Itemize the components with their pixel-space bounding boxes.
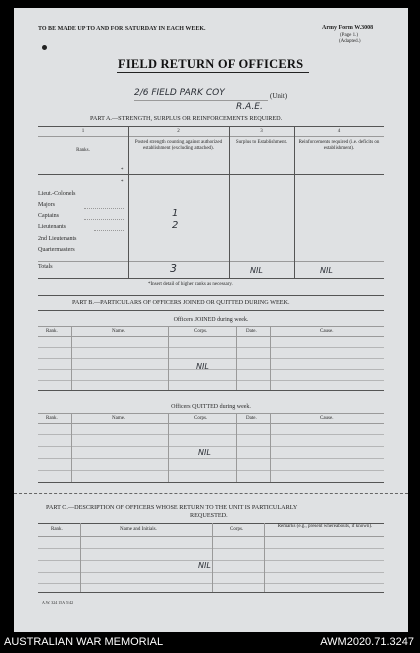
part-a-bottom-rule: [38, 278, 384, 279]
joined-title: Officers JOINED during week.: [173, 317, 249, 323]
quitted-title: Officers QUITTED during week.: [171, 404, 251, 410]
joined-row-rule-4: [38, 380, 384, 381]
col-number-3: 3: [260, 129, 263, 134]
totals-posted: 3: [170, 262, 177, 275]
rank-2nd-lieutenants: 2nd Lieutenants: [38, 236, 77, 242]
part-c-row-rule-4: [38, 583, 384, 584]
form-number: Army Form W.3008: [322, 25, 374, 31]
col-number-4: 4: [337, 129, 341, 134]
quitted-row-rule-1: [38, 434, 384, 435]
part-a-number-rule: [38, 136, 384, 137]
unit-handwritten: 2/6 FIELD PARK COY: [134, 88, 225, 98]
joined-col-corps: Corps.: [194, 329, 208, 334]
totals-reinforcements: NIL: [320, 266, 333, 275]
part-c-dashed-separator: [14, 493, 408, 494]
part-c-header-rule: [38, 536, 384, 537]
quitted-bottom-rule: [38, 482, 384, 483]
joined-row-rule-3: [38, 369, 384, 370]
rank-captains: Captains: [38, 213, 59, 219]
part-a-totals-rule: [38, 261, 384, 262]
part-a-heading: PART A.—STRENGTH, SURPLUS OR REINFORCEMENTS REQUIRED.: [90, 115, 283, 122]
col-header-posted: Posted strength counting against authorized establishment (excluding attached).: [134, 140, 223, 151]
part-a-header-rule: [38, 174, 384, 175]
form-page: [14, 8, 408, 632]
title-underline: [117, 72, 309, 73]
unit-label: (Unit): [270, 92, 288, 100]
joined-row-rule-1: [38, 347, 384, 348]
part-c-handwritten-nil: NIL: [198, 561, 211, 570]
joined-col-rank: Rank.: [46, 329, 58, 334]
dotted-leader-majors: [84, 208, 124, 209]
part-c-row-rule-1: [38, 548, 384, 549]
part-a-col-divider-2: [229, 126, 230, 278]
rank-lieut-colonels: Lieut.-Colonels: [38, 191, 76, 197]
part-c-col-divider-2: [212, 523, 213, 592]
totals-surplus: NIL: [250, 266, 263, 275]
quitted-col-rank: Rank.: [46, 416, 58, 421]
rank-lieutenants: Lieutenants: [38, 224, 66, 230]
joined-header-rule: [38, 336, 384, 337]
part-c-col-name: Name and Initials.: [120, 527, 157, 532]
footnote: *Insert detail of higher ranks as necessary.: [148, 282, 233, 287]
handwritten-lieutenants-count: 2: [172, 220, 179, 231]
col-header-reinforcements: Reinforcements required (i.e. deficits on establishment).: [298, 140, 380, 151]
quitted-row-rule-2: [38, 446, 384, 447]
quitted-col-cause: Cause.: [320, 416, 334, 421]
quitted-col-divider-1: [71, 413, 72, 482]
quitted-col-corps: Corps.: [194, 416, 208, 421]
form-title: FIELD RETURN OF OFFICERS: [118, 57, 304, 71]
footer-source: AUSTRALIAN WAR MEMORIAL: [4, 636, 164, 648]
quitted-title-rule: [38, 413, 384, 414]
punch-hole-mark: [42, 45, 47, 50]
quitted-row-rule-3: [38, 458, 384, 459]
part-a-top-rule: [38, 126, 384, 127]
quitted-col-divider-3: [236, 413, 237, 482]
part-c-bottom-rule: [38, 592, 384, 593]
part-c-row-rule-3: [38, 572, 384, 573]
part-c-col-rank: Rank.: [51, 527, 63, 532]
part-c-col-divider-3: [264, 523, 265, 592]
col-number-2: 2: [177, 129, 180, 134]
part-b-top-rule: [38, 295, 384, 296]
print-code: A.W. 324 15A 5/42: [42, 600, 74, 605]
part-b-heading: PART B.—PARTICULARS OF OFFICERS JOINED OR QUITTED DURING WEEK.: [72, 299, 290, 306]
part-c-row-rule-2: [38, 560, 384, 561]
quitted-col-date: Date.: [246, 416, 257, 421]
part-a-col-divider-3: [294, 126, 295, 278]
quitted-col-divider-4: [270, 413, 271, 482]
quitted-row-rule-4: [38, 470, 384, 471]
joined-col-name: Name.: [112, 329, 126, 334]
part-c-col-remarks: Remarks (e.g., present whereabouts, if known).: [277, 524, 373, 529]
rank-quartermasters: Quartermasters: [38, 247, 75, 253]
dotted-leader-lieutenants: [94, 230, 124, 231]
part-c-heading-1: PART C.—DESCRIPTION OF OFFICERS WHOSE RETURN TO THE UNIT IS PARTICULARLY: [46, 504, 298, 511]
header-instruction: TO BE MADE UP TO AND FOR SATURDAY IN EACH WEEK.: [38, 26, 206, 32]
joined-col-date: Date.: [246, 329, 257, 334]
form-adapted: (Adapted.): [339, 39, 361, 44]
quitted-col-divider-2: [168, 413, 169, 482]
joined-row-rule-2: [38, 358, 384, 359]
totals-label: Totals: [38, 264, 53, 270]
joined-bottom-rule: [38, 390, 384, 391]
joined-handwritten-nil: NIL: [196, 362, 209, 371]
rank-star-1: *: [121, 168, 124, 173]
footer-accession-number: AWM2020.71.3247: [320, 636, 414, 648]
handwritten-captains-count: 1: [172, 208, 179, 219]
rank-majors: Majors: [38, 202, 55, 208]
col-header-ranks: Ranks.: [76, 148, 90, 153]
joined-col-cause: Cause.: [320, 329, 334, 334]
quitted-header-rule: [38, 423, 384, 424]
dotted-leader-captains: [84, 219, 124, 220]
part-c-col-corps: Corps.: [230, 527, 244, 532]
unit-handwritten-2: R.A.E.: [236, 102, 263, 112]
col-header-surplus: Surplus to Establishment.: [235, 140, 288, 145]
quitted-handwritten-nil: NIL: [198, 448, 211, 457]
col-number-1: 1: [81, 129, 85, 134]
part-a-col-divider-1: [128, 126, 129, 278]
quitted-col-name: Name.: [112, 416, 126, 421]
part-c-col-divider-1: [80, 523, 81, 592]
unit-line: [134, 100, 268, 101]
part-c-heading-2: REQUESTED.: [190, 512, 228, 519]
joined-title-rule: [38, 326, 384, 327]
form-page-number: (Page 1.): [340, 33, 359, 38]
rank-star-2: *: [121, 180, 124, 185]
part-b-heading-rule: [38, 310, 384, 311]
